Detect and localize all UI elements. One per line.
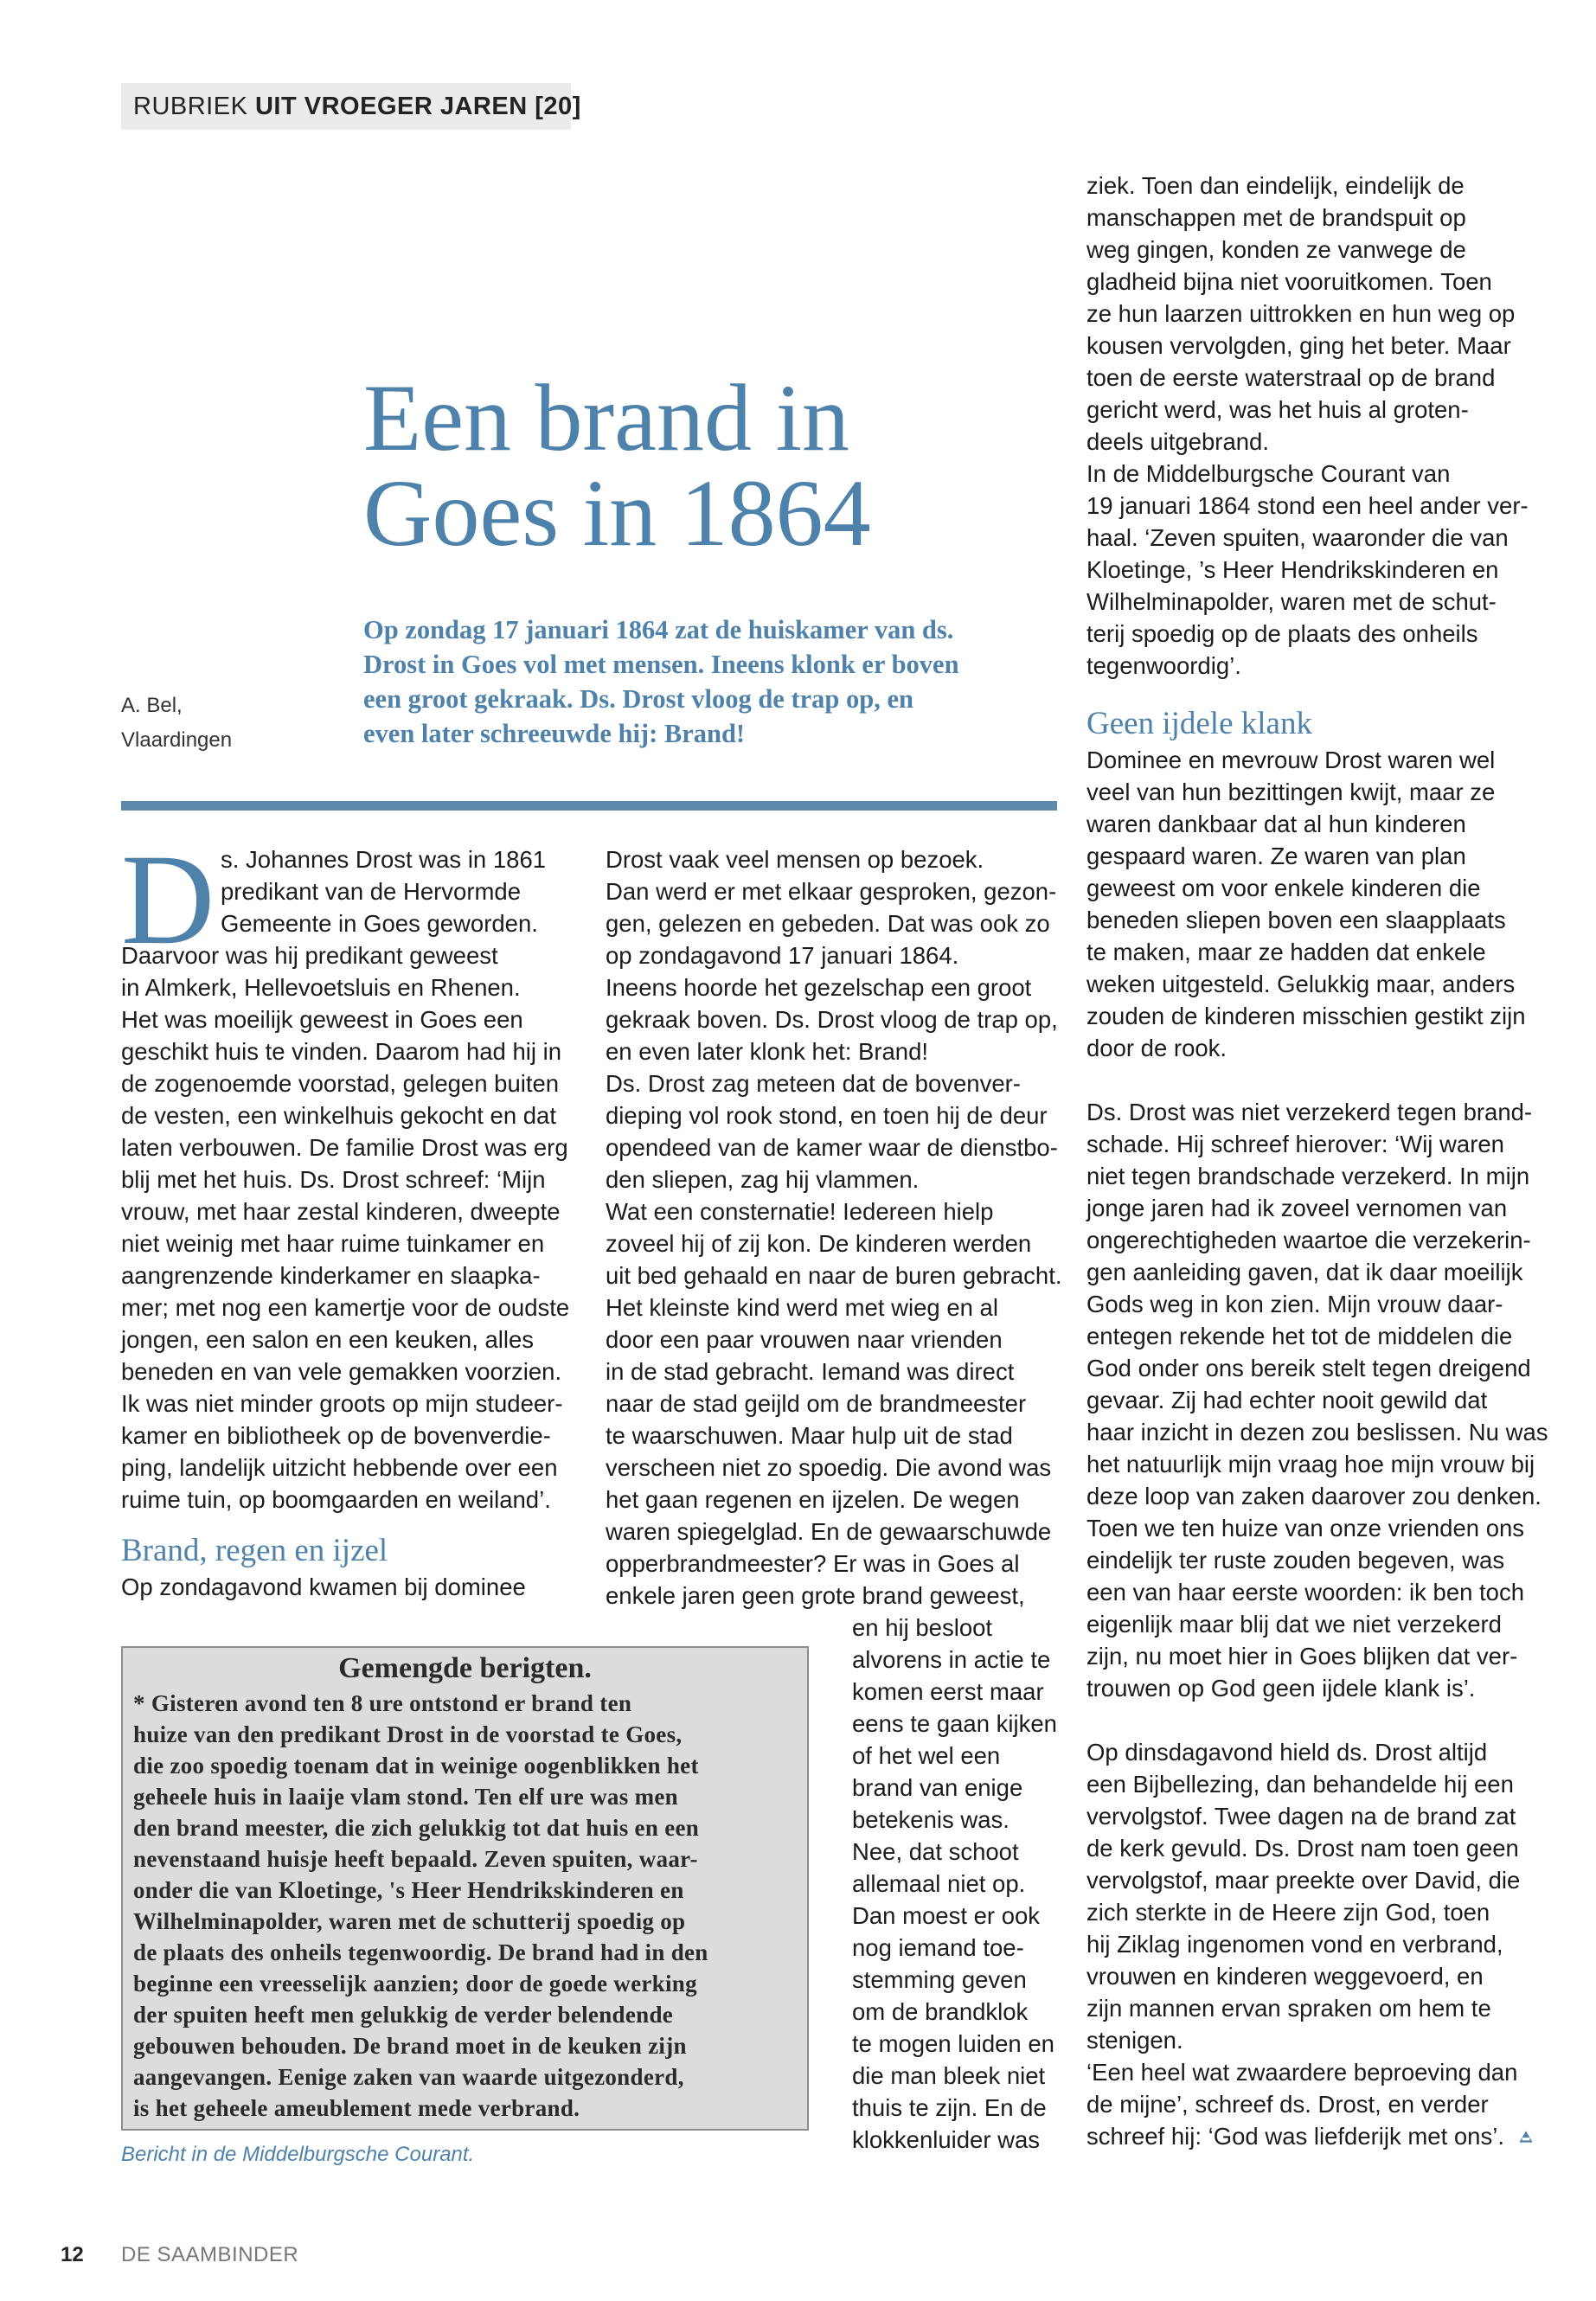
body-line: Nee, dat schoot bbox=[852, 1838, 1019, 1865]
title-line: Een brand in bbox=[363, 365, 850, 471]
body-line: zijn mannen ervan spraken om hem te bbox=[1086, 1995, 1491, 2022]
body-line: zoveel hij of zij kon. De kinderen werden bbox=[606, 1230, 1032, 1257]
body-line: ze hun laarzen uittrokken en hun weg op bbox=[1086, 300, 1516, 327]
body-line: een van haar eerste woorden: ik ben toch bbox=[1086, 1579, 1525, 1606]
body-line: de vesten, een winkelhuis gekocht en dat bbox=[121, 1102, 556, 1129]
body-line: uit bed gehaald en naar de buren gebracht. bbox=[606, 1262, 1062, 1289]
body-line: manschappen met de brandspuit op bbox=[1086, 204, 1466, 231]
body-line: weg gingen, konden ze vanwege de bbox=[1086, 236, 1466, 263]
body-line: klokkenluider was bbox=[852, 2126, 1041, 2153]
body-line: naar de stad geijld om de brandmeester bbox=[606, 1390, 1027, 1417]
body-line: weken uitgesteld. Gelukkig maar, anders bbox=[1086, 971, 1516, 997]
body-line: een Bijbellezing, dan behandelde hij een bbox=[1086, 1771, 1514, 1798]
body-line: tegenwoordig’. bbox=[1086, 652, 1241, 679]
body-line: terij spoedig op de plaats des onheils bbox=[1086, 620, 1478, 647]
article-title bbox=[363, 365, 1021, 566]
body-line: blij met het huis. Ds. Drost schreef: ‘Mijn bbox=[121, 1166, 546, 1193]
body-line: zich sterkte in de Heere zijn God, toen bbox=[1086, 1899, 1490, 1926]
body-line: enkele jaren geen grote brand geweest, bbox=[606, 1582, 1025, 1609]
body-line: het natuurlijk mijn vraag hoe mijn vrouw bij bbox=[1086, 1451, 1535, 1477]
body-line: of het wel een bbox=[852, 1742, 1001, 1769]
body-line: Dan moest er ook bbox=[852, 1902, 1041, 1929]
body-line: op zondagavond 17 januari 1864. bbox=[606, 942, 959, 969]
body-line: eigenlijk maar blij dat we niet verzekerd bbox=[1086, 1611, 1502, 1638]
body-line: gladheid bijna niet vooruitkomen. Toen bbox=[1086, 268, 1492, 295]
body-line: en even later klonk het: Brand! bbox=[606, 1038, 929, 1065]
body-line: ruime tuin, op boomgaarden en weiland’. bbox=[121, 1486, 551, 1513]
body-line: geschikt huis te vinden. Daarom had hij in bbox=[121, 1038, 562, 1065]
body-line: verscheen niet zo spoedig. Die avond was bbox=[606, 1454, 1052, 1481]
clipping-line: huize van den predikant Drost in de voorstad te Goes, bbox=[133, 1721, 683, 1747]
clipping-line: Wilhelminapolder, waren met de schutterij spoedig op bbox=[133, 1908, 686, 1934]
body-line: toen de eerste waterstraal op de brand bbox=[1086, 364, 1496, 391]
author-place: Vlaardingen bbox=[121, 728, 233, 752]
body-line: waren spiegelglad. En de gewaarschuwde bbox=[606, 1518, 1052, 1545]
body-line: in de stad gebracht. Iemand was direct bbox=[606, 1358, 1015, 1385]
publication-name: DE SAAMBINDER bbox=[121, 2243, 299, 2266]
body-column-1 bbox=[121, 843, 571, 1603]
body-line: Wat een consternatie! Iedereen hielp bbox=[606, 1198, 994, 1225]
body-line: veel van hun bezittingen kwijt, maar ze bbox=[1086, 779, 1496, 805]
body-line: Gemeente in Goes geworden. bbox=[221, 910, 538, 937]
body-line: haar inzicht in dezen zou beslissen. Nu was bbox=[1086, 1419, 1548, 1445]
rubriek-name: UIT VROEGER JAREN [20] bbox=[254, 93, 581, 120]
body-line: de zogenoemde voorstad, gelegen buiten bbox=[121, 1070, 560, 1097]
lead-line: even later schreeuwde hij: Brand! bbox=[363, 719, 746, 748]
body-line: opendeed van de kamer waar de dienstbo- bbox=[606, 1134, 1058, 1161]
body-line: vervolgstof. Twee dagen na de brand zat bbox=[1086, 1803, 1516, 1830]
body-line: te mogen luiden en bbox=[852, 2030, 1054, 2057]
body-line: de mijne’, schreef ds. Drost, en verder bbox=[1086, 2091, 1489, 2118]
body-line: aangrenzende kinderkamer en slaapka- bbox=[121, 1262, 541, 1289]
body-line: geweest om voor enkele kinderen die bbox=[1086, 875, 1481, 901]
body-line: hij Ziklag ingenomen vond en verbrand, bbox=[1086, 1931, 1503, 1958]
clipping-line: den brand meester, die zich gelukkig tot dat huis en een bbox=[133, 1815, 700, 1841]
body-line: Ineens hoorde het gezelschap een groot bbox=[606, 974, 1032, 1001]
body-line: die man bleek niet bbox=[852, 2062, 1046, 2089]
body-line: ‘Een heel wat zwaardere beproeving dan bbox=[1086, 2059, 1518, 2086]
clipping-line: onder die van Kloetinge, 's Heer Hendrikskinderen en bbox=[133, 1877, 684, 1903]
body-line: ping, landelijk uitzicht hebbende over een bbox=[121, 1454, 558, 1481]
body-line: door de rook. bbox=[1086, 1035, 1227, 1061]
body-line: nog iemand toe- bbox=[852, 1934, 1024, 1961]
body-line: gen, gelezen en gebeden. Dat was ook zo bbox=[606, 910, 1050, 937]
body-line: niet weinig met haar ruime tuinkamer en bbox=[121, 1230, 545, 1257]
body-line: haal. ‘Zeven spuiten, waaronder die van bbox=[1086, 524, 1509, 551]
body-line: te maken, maar ze hadden dat enkele bbox=[1086, 939, 1486, 965]
body-line: Ds. Drost zag meteen dat de bovenver- bbox=[606, 1070, 1021, 1097]
author-name: A. Bel, bbox=[121, 694, 183, 717]
body-line: Ik was niet minder groots op mijn studeer- bbox=[121, 1390, 563, 1417]
clipping-line: gebouwen behouden. De brand moet in de keuken zijn bbox=[133, 2033, 687, 2059]
body-line: Drost vaak veel mensen op bezoek. bbox=[606, 846, 984, 873]
body-line: Gods weg in kon zien. Mijn vrouw daar- bbox=[1086, 1291, 1503, 1317]
body-column-2 bbox=[606, 843, 1064, 1612]
clipping-line: is het geheele ameublement mede verbrand. bbox=[133, 2095, 580, 2121]
body-line: vrouwen en kinderen weggevoerd, en bbox=[1086, 1963, 1484, 1990]
body-line: zijn, nu moet hier in Goes blijken dat ver- bbox=[1086, 1643, 1518, 1670]
body-line: kamer en bibliotheek op de bovenverdie- bbox=[121, 1422, 551, 1449]
lead-line: een groot gekraak. Ds. Drost vloog de trap op, en bbox=[363, 684, 913, 714]
body-line: gevaar. Zij had echter nooit gewild dat bbox=[1086, 1387, 1488, 1413]
body-line: deels uitgebrand. bbox=[1086, 428, 1269, 455]
clipping-line: der spuiten heeft men gelukkig de verder belendende bbox=[133, 2002, 674, 2028]
body-line: de kerk gevuld. Ds. Drost nam toen geen bbox=[1086, 1835, 1519, 1862]
clipping-line: beginne een vreesselijk aanzien; door de goede werking bbox=[133, 1971, 697, 1997]
clipping-line: die zoo spoedig toenam dat in weinige oogenblikken het bbox=[133, 1753, 699, 1779]
body-line: dieping vol rook stond, en toen hij de deur bbox=[606, 1102, 1048, 1129]
lead-line: Drost in Goes vol met mensen. Ineens klonk er boven bbox=[363, 650, 959, 679]
body-line: God onder ons bereik stelt tegen dreigend bbox=[1086, 1355, 1531, 1381]
body-line: stemming geven bbox=[852, 1966, 1027, 1993]
divider-rule bbox=[121, 801, 1057, 811]
newspaper-clipping bbox=[121, 1646, 809, 2131]
body-line: Dominee en mevrouw Drost waren wel bbox=[1086, 747, 1496, 773]
body-line: eindelijk ter ruste zouden begeven, was bbox=[1086, 1547, 1505, 1574]
body-line: zouden de kinderen misschien gestikt zijn bbox=[1086, 1003, 1526, 1029]
body-line: Ds. Drost was niet verzekerd tegen brand- bbox=[1086, 1099, 1533, 1125]
clipping-line: * Gisteren avond ten 8 ure ontstond er brand ten bbox=[133, 1690, 632, 1716]
body-line: entegen rekende het tot de middelen die bbox=[1086, 1323, 1513, 1349]
author-byline bbox=[121, 689, 232, 758]
clipping-line: aangevangen. Eenige zaken van waarde uitgezonderd, bbox=[133, 2064, 684, 2090]
body-line: eens te gaan kijken bbox=[852, 1710, 1057, 1737]
body-line: beneden sliepen boven een slaapplaats bbox=[1086, 907, 1506, 933]
body-line: alvorens in actie te bbox=[852, 1646, 1051, 1673]
title-line: Goes in 1864 bbox=[363, 460, 871, 566]
clipping-title: Gemengde berigten. bbox=[338, 1652, 592, 1684]
body-line: vervolgstof, maar preekte over David, die bbox=[1086, 1867, 1521, 1894]
body-line: Daarvoor was hij predikant geweest bbox=[121, 942, 498, 969]
subhead-geen-ijdele-klank: Geen ijdele klank bbox=[1086, 706, 1312, 741]
clipping-line: de plaats des onheils tegenwoordig. De brand had in den bbox=[133, 1939, 708, 1965]
body-line: Toen we ten huize van onze vrienden ons bbox=[1086, 1515, 1525, 1541]
body-line: 19 januari 1864 stond een heel ander ver- bbox=[1086, 492, 1529, 519]
body-line: deze loop van zaken daarover zou denken. bbox=[1086, 1483, 1542, 1509]
body-line: het gaan regenen en ijzelen. De wegen bbox=[606, 1486, 1020, 1513]
end-mark-icon bbox=[1516, 2127, 1535, 2146]
body-line: gespaard waren. Ze waren van plan bbox=[1086, 843, 1466, 869]
body-line: Het kleinste kind werd met wieg en al bbox=[606, 1294, 998, 1321]
body-line: brand van enige bbox=[852, 1774, 1023, 1801]
body-line: kousen vervolgden, ging het beter. Maar bbox=[1086, 332, 1511, 359]
body-line: door een paar vrouwen naar vrienden bbox=[606, 1326, 1003, 1353]
body-line: vrouw, met haar zestal kinderen, dweepte bbox=[121, 1198, 561, 1225]
body-column-2-wrap bbox=[852, 1612, 1068, 2156]
article-lead bbox=[363, 612, 1064, 751]
body-line: Dan werd er met elkaar gesproken, gezon- bbox=[606, 878, 1057, 905]
body-line: den sliepen, zag hij vlammen. bbox=[606, 1166, 920, 1193]
body-line: ongerechtigheden waartoe die verzekerin- bbox=[1086, 1227, 1531, 1253]
body-line: schade. Hij schreef hierover: ‘Wij waren bbox=[1086, 1131, 1504, 1157]
body-line: jongen, een salon en een keuken, alles bbox=[121, 1326, 535, 1353]
body-line: gen aanleiding gaven, dat ik daar moeilijk bbox=[1086, 1259, 1523, 1285]
subhead-brand-regen-ijzel: Brand, regen en ijzel bbox=[121, 1533, 388, 1568]
page-number: 12 bbox=[61, 2243, 84, 2266]
body-line: laten verbouwen. De familie Drost was erg bbox=[121, 1134, 568, 1161]
body-line: waren dankbaar dat al hun kinderen bbox=[1086, 811, 1466, 837]
drop-cap: D bbox=[121, 828, 215, 971]
body-line: en hij besloot bbox=[852, 1614, 993, 1641]
lead-line: Op zondag 17 januari 1864 zat de huiskamer van ds. bbox=[363, 615, 954, 644]
rubriek-label bbox=[121, 83, 581, 130]
body-line: mer; met nog een kamertje voor de oudste bbox=[121, 1294, 570, 1321]
rubriek-prefix: RUBRIEK bbox=[133, 93, 248, 120]
clipping-line: geheele huis in laaije vlam stond. Ten elf ure was men bbox=[133, 1784, 678, 1810]
body-line: allemaal niet op. bbox=[852, 1870, 1026, 1897]
body-line: Wilhelminapolder, waren met de schut- bbox=[1086, 588, 1497, 615]
body-line: komen eerst maar bbox=[852, 1678, 1044, 1705]
body-line: betekenis was. bbox=[852, 1806, 1010, 1833]
body-line: in Almkerk, Hellevoetsluis en Rhenen. bbox=[121, 974, 521, 1001]
body-line: Op dinsdagavond hield ds. Drost altijd bbox=[1086, 1739, 1488, 1766]
body-line: Het was moeilijk geweest in Goes een bbox=[121, 1006, 523, 1033]
body-line: opperbrandmeester? Er was in Goes al bbox=[606, 1550, 1020, 1577]
body-line: In de Middelburgsche Courant van bbox=[1086, 460, 1451, 487]
body-line: s. Johannes Drost was in 1861 bbox=[221, 846, 547, 873]
body-line: stenigen. bbox=[1086, 2027, 1183, 2054]
body-line: gekraak boven. Ds. Drost vloog de trap op, bbox=[606, 1006, 1058, 1033]
body-line: trouwen op God geen ijdele klank is’. bbox=[1086, 1675, 1476, 1702]
body-line: schreef hij: ‘God was liefderijk met ons’. bbox=[1086, 2120, 1571, 2152]
body-column-3 bbox=[1086, 170, 1571, 2152]
body-line: niet tegen brandschade verzekerd. In mijn bbox=[1086, 1163, 1530, 1189]
clipping-line: nevenstaand huisje heeft bepaald. Zeven spuiten, waar- bbox=[133, 1846, 698, 1872]
body-line: predikant van de Hervormde bbox=[221, 878, 521, 905]
body-line: beneden en van vele gemakken voorzien. bbox=[121, 1358, 562, 1385]
body-line: gericht werd, was het huis al groten- bbox=[1086, 396, 1469, 423]
body-line: Op zondagavond kwamen bij dominee bbox=[121, 1574, 526, 1600]
clipping-caption: Bericht in de Middelburgsche Courant. bbox=[121, 2143, 475, 2166]
body-line: jonge jaren had ik zoveel vernomen van bbox=[1086, 1195, 1508, 1221]
body-line: Kloetinge, ’s Heer Hendrikskinderen en bbox=[1086, 556, 1499, 583]
body-line: ziek. Toen dan eindelijk, eindelijk de bbox=[1086, 172, 1465, 199]
body-line: thuis te zijn. En de bbox=[852, 2094, 1047, 2121]
body-line: om de brandklok bbox=[852, 1998, 1029, 2025]
body-line: te waarschuwen. Maar hulp uit de stad bbox=[606, 1422, 1013, 1449]
